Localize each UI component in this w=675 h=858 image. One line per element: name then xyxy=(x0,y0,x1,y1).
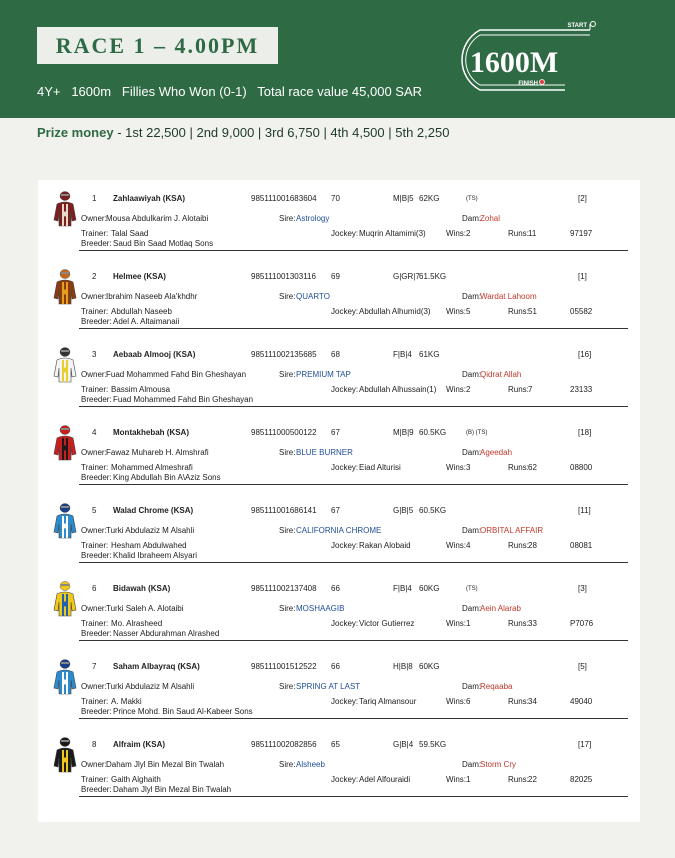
draw: [16] xyxy=(578,350,592,359)
race-title: RACE 1 – 4.00PM xyxy=(55,32,260,58)
sire-label: Sire: xyxy=(279,292,296,301)
owner-name: Turki Saleh A. Alotaibi xyxy=(106,604,184,613)
sire-label: Sire: xyxy=(279,760,296,769)
breeder-name: Khalid Ibraheem Alsyari xyxy=(113,551,198,560)
weight: 60.5KG xyxy=(419,506,447,515)
tags: (B) (TS) xyxy=(466,430,488,436)
runs-value: 22 xyxy=(528,775,537,784)
sire-label: Sire: xyxy=(279,214,296,223)
wins-value: 3 xyxy=(466,463,471,472)
horse-id: 985111002137408 xyxy=(251,584,317,593)
runs-value: 51 xyxy=(528,307,537,316)
horse-name: Aebaab Almooj (KSA) xyxy=(113,350,196,359)
rating: 69 xyxy=(331,272,340,281)
horse-name: Walad Chrome (KSA) xyxy=(113,506,194,515)
horse-id: 985111002082856 xyxy=(251,740,317,749)
runner-number: 7 xyxy=(92,662,97,671)
rating: 67 xyxy=(331,428,340,437)
tags: (TS) xyxy=(466,196,478,202)
breeder-label: Breeder: xyxy=(81,395,112,404)
jockey-label: Jockey: xyxy=(331,775,359,784)
sire-label: Sire: xyxy=(279,370,296,379)
code: P7076 xyxy=(570,619,594,628)
jockey-label: Jockey: xyxy=(331,385,359,394)
horse-id: 985111001683604 xyxy=(251,194,317,203)
weight: 60KG xyxy=(419,584,440,593)
runs-value: 33 xyxy=(528,619,537,628)
breeder-label: Breeder: xyxy=(81,551,112,560)
jockey-name: Abdullah Alhumid(3) xyxy=(359,307,431,316)
breeder-label: Breeder: xyxy=(81,473,112,482)
jockey-name: Muqrin Altamimi(3) xyxy=(359,229,426,238)
horse-id: 985111002135685 xyxy=(251,350,317,359)
wins-value: 6 xyxy=(466,697,471,706)
runs-value: 62 xyxy=(528,463,537,472)
runner-number: 4 xyxy=(92,428,97,437)
draw: [3] xyxy=(578,584,587,593)
prize-text: - 1st 22,500 | 2nd 9,000 | 3rd 6,750 | 4th 4,500 | 5th 2,250 xyxy=(113,125,450,140)
sire-label: Sire: xyxy=(279,448,296,457)
breeder-name: Adel A. Altaimanaii xyxy=(113,317,180,326)
trainer-label: Trainer: xyxy=(81,307,109,316)
jockey-label: Jockey: xyxy=(331,541,359,550)
jockey-name: Eiad Alturisi xyxy=(359,463,401,472)
wins-label: Wins: xyxy=(446,385,466,394)
horse-name: Saham Albayraq (KSA) xyxy=(113,662,200,671)
horse-id: 985111000500122 xyxy=(251,428,317,437)
code: 49040 xyxy=(570,697,593,706)
runner-number: 2 xyxy=(92,272,97,281)
rating: 66 xyxy=(331,584,340,593)
weight: 59.5KG xyxy=(419,740,447,749)
runs-label: Runs: xyxy=(508,229,529,238)
horse-id: 985111001303116 xyxy=(251,272,316,281)
entry-divider xyxy=(79,406,628,407)
rating: 66 xyxy=(331,662,340,671)
trainer-name: Hesham Abdulwahed xyxy=(111,541,187,550)
runner-number: 3 xyxy=(92,350,97,359)
code: 82025 xyxy=(570,775,593,784)
runner-number: 6 xyxy=(92,584,97,593)
breeder-name: Prince Mohd. Bin Saud Al-Kabeer Sons xyxy=(113,707,253,716)
wins-value: 2 xyxy=(466,229,471,238)
owner-label: Owner: xyxy=(81,214,107,223)
breeder-label: Breeder: xyxy=(81,785,112,794)
jockey-silk-icon xyxy=(52,580,78,618)
draw: [18] xyxy=(578,428,592,437)
rating: 67 xyxy=(331,506,340,515)
tags: (TS) xyxy=(466,586,478,592)
horse-name: Zahlaawiyah (KSA) xyxy=(113,194,186,203)
sex-age: M|B|9 xyxy=(393,428,414,437)
dam-label: Dam: xyxy=(462,370,482,379)
owner-name: Daham Jlyl Bin Mezal Bin Twalah xyxy=(106,760,225,769)
dam-label: Dam: xyxy=(462,526,482,535)
runner-entry xyxy=(38,268,640,338)
runs-label: Runs: xyxy=(508,307,529,316)
owner-name: Turki Abdulaziz M Alsahli xyxy=(106,526,195,535)
owner-name: Ibrahim Naseeb Ala'khdhr xyxy=(106,292,198,301)
dam-label: Dam: xyxy=(462,604,482,613)
sex-age: G|B|4 xyxy=(393,740,414,749)
prize-label: Prize money xyxy=(37,125,114,140)
trainer-label: Trainer: xyxy=(81,385,109,394)
owner-name: Turki Abdulaziz M Alsahli xyxy=(106,682,195,691)
trainer-name: Mo. Alrasheed xyxy=(111,619,163,628)
entry-divider xyxy=(79,796,628,797)
entry-divider xyxy=(79,562,628,563)
trainer-label: Trainer: xyxy=(81,697,109,706)
runner-entry xyxy=(38,580,640,650)
sire-label: Sire: xyxy=(279,526,296,535)
breeder-label: Breeder: xyxy=(81,629,112,638)
runner-entry xyxy=(38,658,640,728)
owner-label: Owner: xyxy=(81,682,107,691)
breeder-name: Saud Bin Saad Motlaq Sons xyxy=(113,239,214,248)
dam-label: Dam: xyxy=(462,292,482,301)
sire-name: MOSHAAGIB xyxy=(296,604,345,613)
code: 08081 xyxy=(570,541,593,550)
owner-name: Fawaz Muhareb H. Almshrafi xyxy=(106,448,209,457)
jockey-silk-icon xyxy=(52,424,78,462)
breeder-name: King Abdullah Bin A\Aziz Sons xyxy=(113,473,221,482)
horse-id: 985111001512522 xyxy=(251,662,317,671)
draw: [5] xyxy=(578,662,587,671)
runner-number: 1 xyxy=(92,194,97,203)
runner-entry xyxy=(38,424,640,494)
trainer-label: Trainer: xyxy=(81,541,109,550)
runs-label: Runs: xyxy=(508,775,529,784)
runs-value: 34 xyxy=(528,697,537,706)
runs-label: Runs: xyxy=(508,619,529,628)
finish-label: FINISH xyxy=(518,81,538,87)
jockey-name: Tariq Almansour xyxy=(359,697,417,706)
trainer-label: Trainer: xyxy=(81,619,109,628)
jockey-silk-icon xyxy=(52,190,78,228)
sire-label: Sire: xyxy=(279,604,296,613)
weight: 61.5KG xyxy=(419,272,447,281)
wins-value: 1 xyxy=(466,775,471,784)
jockey-silk-icon xyxy=(52,736,78,774)
weight: 61KG xyxy=(419,350,440,359)
breeder-name: Daham Jlyl Bin Mezal Bin Twalah xyxy=(113,785,232,794)
dam-label: Dam: xyxy=(462,760,482,769)
sire-name: PREMIUM TAP xyxy=(296,370,351,379)
race-subtitle: 4Y+ 1600m Fillies Who Won (0-1) Total race value 45,000 SAR xyxy=(37,84,423,99)
sex-age: G|GR|7 xyxy=(393,272,420,281)
owner-label: Owner: xyxy=(81,448,107,457)
trainer-name: A. Makki xyxy=(111,697,142,706)
runner-number: 5 xyxy=(92,506,97,515)
distance-label: 1600M xyxy=(469,46,559,79)
entry-divider xyxy=(79,718,628,719)
wins-value: 5 xyxy=(466,307,471,316)
trainer-label: Trainer: xyxy=(81,775,109,784)
weight: 62KG xyxy=(419,194,440,203)
dam-name: Reqaaba xyxy=(480,682,513,691)
sire-name: SPRING AT LAST xyxy=(296,682,361,691)
wins-label: Wins: xyxy=(446,307,466,316)
jockey-label: Jockey: xyxy=(331,229,359,238)
rating: 68 xyxy=(331,350,340,359)
sire-name: CALIFORNIA CHROME xyxy=(296,526,382,535)
jockey-label: Jockey: xyxy=(331,619,359,628)
sire-name: Astrology xyxy=(296,214,330,223)
dam-name: Storm Cry xyxy=(480,760,516,769)
jockey-silk-icon xyxy=(52,346,78,384)
jockey-silk-icon xyxy=(52,268,78,306)
code: 08800 xyxy=(570,463,593,472)
jockey-name: Abdullah Alhussain(1) xyxy=(359,385,437,394)
sire-name: QUARTO xyxy=(296,292,330,301)
entry-divider xyxy=(79,250,628,251)
trainer-name: Bassim Almousa xyxy=(111,385,171,394)
draw: [17] xyxy=(578,740,592,749)
jockey-name: Rakan Alobaid xyxy=(359,541,411,550)
sire-name: BLUE BURNER xyxy=(296,448,353,457)
draw: [2] xyxy=(578,194,587,203)
wins-value: 2 xyxy=(466,385,471,394)
runner-entry xyxy=(38,736,640,806)
runs-label: Runs: xyxy=(508,385,529,394)
jockey-label: Jockey: xyxy=(331,307,359,316)
sex-age: F|B|4 xyxy=(393,350,412,359)
dam-label: Dam: xyxy=(462,682,482,691)
owner-name: Mousa Abdulkarim J. Alotaibi xyxy=(106,214,209,223)
wins-label: Wins: xyxy=(446,229,466,238)
horse-name: Alfraim (KSA) xyxy=(113,740,166,749)
breeder-name: Fuad Mohammed Fahd Bin Gheshayan xyxy=(113,395,254,404)
dam-name: Aein Alarab xyxy=(480,604,521,613)
sire-label: Sire: xyxy=(279,682,296,691)
dam-name: Wardat Lahoom xyxy=(480,292,537,301)
trainer-name: Gaith Alghaith xyxy=(111,775,161,784)
owner-name: Fuad Mohammed Fahd Bin Gheshayan xyxy=(106,370,247,379)
runs-label: Runs: xyxy=(508,463,529,472)
sex-age: F|B|4 xyxy=(393,584,412,593)
sire-name: Alsheeb xyxy=(296,760,325,769)
rating: 65 xyxy=(331,740,340,749)
dam-label: Dam: xyxy=(462,214,482,223)
wins-label: Wins: xyxy=(446,463,466,472)
breeder-label: Breeder: xyxy=(81,239,112,248)
owner-label: Owner: xyxy=(81,370,107,379)
jockey-label: Jockey: xyxy=(331,697,359,706)
entry-divider xyxy=(79,640,628,641)
dam-name: ORBITAL AFFAIR xyxy=(480,526,544,535)
runners-card xyxy=(38,180,640,822)
wins-label: Wins: xyxy=(446,541,466,550)
wins-label: Wins: xyxy=(446,697,466,706)
jockey-name: Adel Alfouraidi xyxy=(359,775,411,784)
draw: [1] xyxy=(578,272,587,281)
runs-value: 28 xyxy=(528,541,537,550)
weight: 60.5KG xyxy=(419,428,447,437)
owner-label: Owner: xyxy=(81,292,107,301)
runs-value: 11 xyxy=(528,229,537,238)
owner-label: Owner: xyxy=(81,760,107,769)
trainer-label: Trainer: xyxy=(81,229,109,238)
runner-entry xyxy=(38,346,640,416)
jockey-silk-icon xyxy=(52,502,78,540)
start-label: START xyxy=(567,23,587,29)
race-header xyxy=(0,0,675,118)
dam-name: Qidrat Allah xyxy=(480,370,522,379)
breeder-name: Nasser Abdurahman Alrashed xyxy=(113,629,220,638)
runner-entry xyxy=(38,190,640,260)
horse-name: Bidawah (KSA) xyxy=(113,584,171,593)
track-graphic xyxy=(430,18,675,98)
trainer-label: Trainer: xyxy=(81,463,109,472)
owner-label: Owner: xyxy=(81,604,107,613)
weight: 60KG xyxy=(419,662,440,671)
dam-name: Zohal xyxy=(480,214,501,223)
runner-entry xyxy=(38,502,640,572)
wins-label: Wins: xyxy=(446,619,466,628)
race-title-box xyxy=(37,27,278,64)
code: 23133 xyxy=(570,385,593,394)
dam-label: Dam: xyxy=(462,448,482,457)
horse-id: 985111001686141 xyxy=(251,506,317,515)
owner-label: Owner: xyxy=(81,526,107,535)
runs-label: Runs: xyxy=(508,697,529,706)
runs-label: Runs: xyxy=(508,541,529,550)
prize-money xyxy=(37,125,449,140)
rating: 70 xyxy=(331,194,340,203)
breeder-label: Breeder: xyxy=(81,317,112,326)
jockey-label: Jockey: xyxy=(331,463,359,472)
code: 97197 xyxy=(570,229,593,238)
sex-age: M|B|5 xyxy=(393,194,414,203)
entry-divider xyxy=(79,484,628,485)
trainer-name: Mohammed Almeshrafi xyxy=(111,463,193,472)
wins-label: Wins: xyxy=(446,775,466,784)
dam-name: Ageedah xyxy=(480,448,513,457)
jockey-silk-icon xyxy=(52,658,78,696)
breeder-label: Breeder: xyxy=(81,707,112,716)
sex-age: G|B|5 xyxy=(393,506,414,515)
trainer-name: Talal Saad xyxy=(111,229,149,238)
horse-name: Helmee (KSA) xyxy=(113,272,166,281)
horse-name: Montakhebah (KSA) xyxy=(113,428,189,437)
wins-value: 1 xyxy=(466,619,471,628)
entry-divider xyxy=(79,328,628,329)
trainer-name: Abdullah Naseeb xyxy=(111,307,172,316)
runner-number: 8 xyxy=(92,740,97,749)
draw: [11] xyxy=(578,506,591,515)
wins-value: 4 xyxy=(466,541,471,550)
jockey-name: Victor Gutierrez xyxy=(359,619,415,628)
sex-age: H|B|8 xyxy=(393,662,413,671)
runs-value: 7 xyxy=(528,385,533,394)
code: 05582 xyxy=(570,307,593,316)
